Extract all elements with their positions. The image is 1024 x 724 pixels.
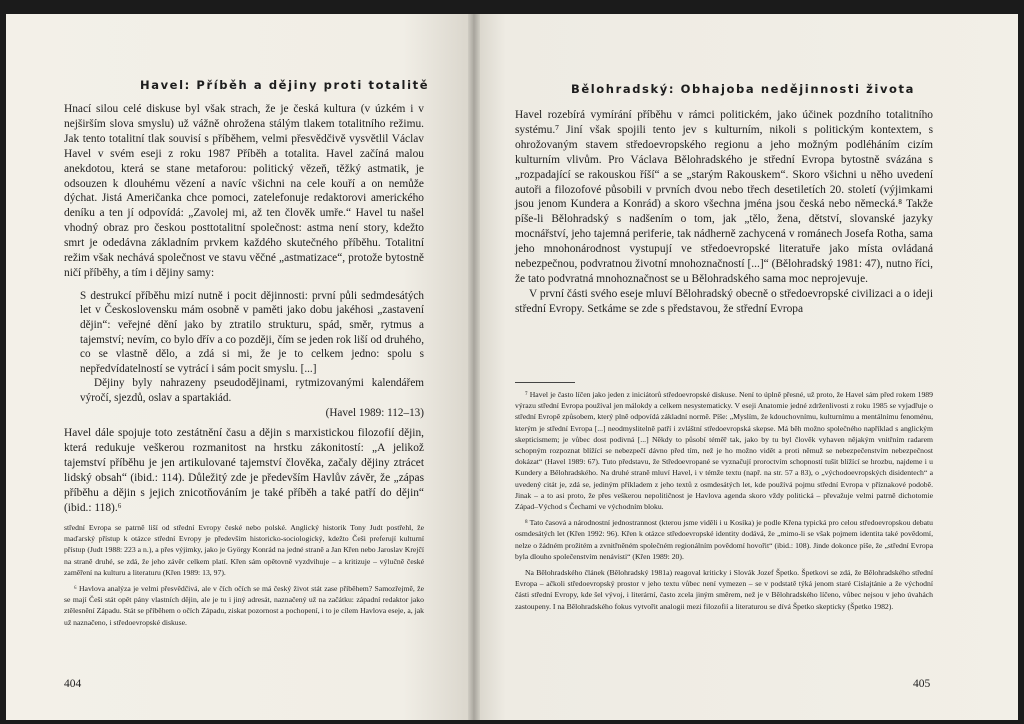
footnote: ⁷ Havel je často líčen jako jeden z iniciátorů středoevropské diskuse. Není to úplně přesné, už proto, že Havel sám před rokem 1989 výrazu střední Evropa používal jen málokdy a celkem nesystematicky. V eseji Anatomie jedné zdrženlivosti z roku 1985 se vyjadřuje o střední Evropě způsobem, který plně odpovídá základní normě. Píše: „Myslím, že kdouchovnímu, kulturnímu a mentálnímu fenoménu, kterým je střední Evropa [...] neodmyslitelně patří i zvláštní středoevropská skepse. Má běh možno společného například s anglickým skepticismem; je vůbec dost podivná [...] Někdy to působí téměř tak, jako by tu byl člověk vyhaven nějakým vnitřním radarem schopným rozpoznat blížící se nebezpečí dávno před tím, než je ho možno vidět a proti němuž se nebezpečenstvím nebezpečnost dokázat“ (Havel 1989: 67). Tuto představu, že Středoevropané se vyznačují proroctvím schopností tušit blížící se hrozbu, najdeme i u Kundery a Bělohradského. Na druhé straně mluví Havel, i v témže textu (např. na str. 57 a 83), o „východoevropských disidentech“ a uvedený citát je, zdá se, jediným příkladem z jeho textů z osmdesátých let, kde používá pojmu střední Evropa v příznakové podobě. Jinak – a to asi proto, že přes veškerou nepolitičnost je Havlova agenda skoro vždy politická – převažuje velmi patrně dichotomie Západ–Východ s Čechami ve východním bloku. — [515, 390, 933, 512]
right-footnotes — [515, 372, 933, 617]
running-head-left: Havel: Příběh a dějiny proti totalitě — [140, 78, 430, 92]
paragraph: V první části svého eseje mluví Bělohradský obecně o středoevropské civilizaci a o ideji střední Evropy. Setkáme se zde s představou, že střední Evropa — [515, 287, 933, 315]
footnote: ⁶ Havlova analýza je velmi přesvědčivá, ale v čích očích se má český život stát zase příběhem? Samozřejmě, že se mají Češi stát opět pány vlastních dějin, ale je tu i jiný adresát, naznačený už na začátku: západní redaktor jako ztělesnění Západu. Stát se příběhem o očích Západu, ziskat pozornost a pochopení, i to je cílem Havlova eseje, a, jak už naznačeno, i středoevropské diskuse. — [64, 584, 424, 627]
right-main-text — [515, 108, 933, 317]
book-gutter — [468, 14, 480, 720]
page-number-left: 404 — [64, 678, 82, 690]
footnote: ⁸ Tato časová a národnostní jednostrannost (kterou jsme viděli i u Kosíka) je podle Křena typická pro celou středoevropskou debatu osmdesátých let (Křen 1992: 96). Křen k otázce středoevropské identity dodává, že „mimo-li se však pojmem identita také povědomí, nelze o žádném prožitém a zvnitřněném společném regionálním povědomí hovořit“ (ibid.: 108). Jinde dokonce píše, že „střední Evropa byla dlouho společenstvím nenávisti“ (Křen 1989: 20). — [515, 518, 933, 561]
footnote: Na Bělohradského článek (Bělohradský 1981a) reagoval kriticky i Slovák Jozef Špetko. Špetkovi se zdá, že Bělohradského střední Evropa – ačkoli středoevropský prostor v jeho textu vůbec není vymezen – se v podstatě týká jenom staré Cislajtánie a že východní části střední Evropy, kde šel vývoj, i literární, často zcela jiným směrem, než je v Bělohradského líčeno, vůbec nejsou v jeho úvahách zastoupeny. I na Bělohradského fokus vytvořit analogii mezi filozofií a literaturou se dívá Špetko skepticky (Špetko 1982). — [515, 568, 933, 611]
book-spread — [6, 14, 1018, 720]
paragraph: Havel dále spojuje toto zestátnění času a dějin s marxistickou filozofií dějin, která redukuje veškerou rozmanitost na hrstku zákonitostí: „A jelikož tajemství příběhu je jen artikulované tajemství člověka, začaly dějiny ztrácet lidský obsah“ (ibid.: 114). Důležitý zde je především Havlův závěr, že „zápas příběhu a dějin s jejich znicotňováním je také příběh a také patří do dějin“ (ibid.: 118).⁶ — [64, 427, 424, 514]
left-main-text — [64, 102, 424, 516]
block-quote — [80, 289, 424, 420]
left-page — [6, 14, 473, 720]
paragraph: Hnací silou celé diskuse byl však strach, že je česká kultura (v úzkém i v nejširším slova smyslu) už vážně ohrožena stálým tlakem totalitního režimu. Jak tento totalitní tlak souvisí s příběhem, velmi přesvědčivě vysvětlil Václav Havel v svém eseji z roku 1987 Příběh a totalita. Havel začíná malou anekdotou, která se stane metaforou: politický vězeň, těžký astmatik, je odsouzen k dlouhému vězení a navíc všichni na cele kouří a on nemůže dýchat. Jistá Američanka chce pomoci, zatelefonuje redaktorovi amerického deníku a ten jí odpovídá: „Zavolej mi, až ten člověk umře.“ Havel tu našel vhodný obraz pro českou posttotalitní společnost: astma není story, kdežto smrt je odedávna základním prvkem každého skutečného příběhu. Totalitní režim však nechává společnost ve stavu věčné „astmatizace“, protože bytostně ničí příběhy, a tím i dějiny samy: — [64, 103, 424, 279]
footnote-rule — [515, 382, 575, 383]
quote-paragraph: Dějiny byly nahrazeny pseudodějinami, rytmizovanými kalendářem výročí, sjezdů, oslav a spartakiád. — [80, 377, 424, 405]
left-footnotes — [64, 522, 424, 633]
footnote: střední Evropa se patrně liší od střední Evropy české nebo polské. Anglický historik Tony Judt postřehl, že maďarský přístup k otázce střední Evropy je především historicko-sociologický, kdežto Češi preferují kulturní přístup (Judt 1988: 223 a n.), a přes výjimky, jako je György Konrád na jedné straně a Jan Křen nebo Jaroslav Krejčí na straně druhé, se zdá, že jeho závěr celkem platí. Křen sám opětovně vyzdvihuje – a kritizuje – výlučně české zaměření na kulturu a literaturu (Křen 1989: 13, 97). — [64, 523, 424, 577]
quote-source: (Havel 1989: 112–13) — [325, 406, 424, 419]
page-number-right: 405 — [913, 678, 931, 690]
running-head-right: Bělohradský: Obhajoba nedějinnosti života — [571, 82, 915, 96]
paragraph: Havel rozebírá vymírání příběhu v rámci politickém, jako účinek pozdního totalitního systému.⁷ Jiní však spojili tento jev s kulturním, nikoli s politickým kontextem, s ohrožovaným stavem středoevropského regionu a jeho možným podléháním cizím kulturním vlivům. Pro Václava Bělohradského je střední Evropa bytostně svázána s „rozpadající se rakouskou říší“ a se „starým Rakouskem“. Skoro všichni u něho uvedení autoři a filozofové působili v prvních dvou nebo třech desetiletích 20. století (výjimkami jsou jenom Kundera a Konrád) a skoro všechna jména jsou česká nebo německá.⁸ Takže píše-li Bělohradský s nadšením o tom, jak „tělo, žena, dětství, slovanské jazyky mocnářství, jeho tajemná periferie, tak nádherně zachycená v románech Josefa Rotha, sama jeho mnohonárodnost vystupují ve středoevropské literatuře jako místa ovládaná nebezpečnou, podvratnou životní mnohoznačností [...]“ (Bělohradský 1981: 47), nutno říci, že tato podvratná mnohoznačnost se u Bělohradského sama moc neprojevuje. — [515, 109, 933, 285]
quote-paragraph: S destrukcí příběhu mizí nutně i pocit dějinnosti: první půli sedmdesátých let v Československu mám osobně v paměti jako dobu jakéhosi „zastavení dějin“: veřejné dění jako by ztratilo strukturu, spád, směr, rytmus a tajemství; nevím, co bylo dřív a co později, čím se jeden rok liší od druhého, co se vlastně dělo, a zdá si mi, že je to celkem jedno: spolu s nepředvídatelností se vytrácí i sám pocit smyslu. [...] — [80, 289, 424, 375]
right-page — [473, 14, 1018, 720]
